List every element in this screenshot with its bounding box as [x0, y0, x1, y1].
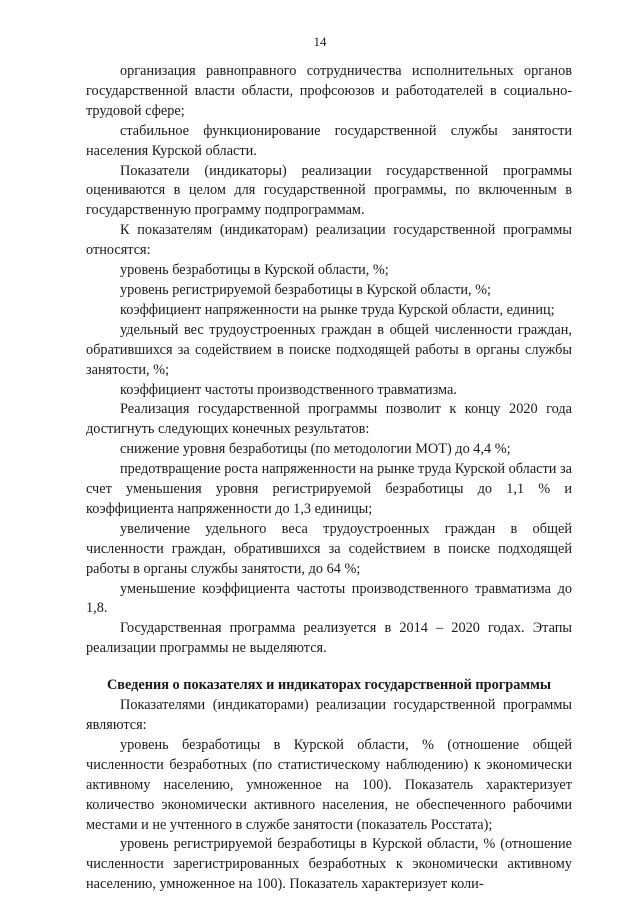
paragraph: Государственная программа реализуется в 2014 – 2020 годах. Этапы реализации программы не выделяются. — [86, 620, 572, 657]
paragraph: снижение уровня безработицы (по методологии МОТ) до 4,4 %; — [120, 441, 511, 458]
paragraph: стабильное функционирование государственной службы занятости населения Курской области. — [86, 122, 572, 159]
paragraph: уровень регистрируемой безработицы в Курской области, % (отношение численности зарегистрированных безработных к экономически активному населению, умноженное на 100). Показатель характеризует коли- — [86, 836, 572, 893]
paragraph: уровень безработицы в Курской области, %; — [120, 262, 389, 279]
section-heading: Сведения о показателях и индикаторах государственной программы — [106, 677, 552, 694]
paragraph: увеличение удельного веса трудоустроенных граждан в общей численности граждан, обратившихся за содействием в поиске подходящей работы в органы службы занятости, до 64 %; — [86, 520, 572, 577]
paragraph: организация равноправного сотрудничества исполнительных органов государственной власти области, профсоюзов и работодателей в социально-трудовой сфере; — [86, 63, 572, 119]
paragraph: удельный вес трудоустроенных граждан в общей численности граждан, обратившихся за содействием в поиске подходящей работы в органы службы занятости, %; — [86, 321, 572, 378]
page-number: 14 — [313, 34, 327, 49]
paragraph: коэффициент напряженности на рынке труда Курской области, единиц; — [120, 301, 555, 318]
document-body — [86, 62, 572, 895]
paragraph: уровень безработицы в Курской области, % (отношение общей численности безработных (по статистическому наблюдению) к экономически активному населению, умноженное на 100). Показатель характеризует количество экономически активного населения, не обеспеченного рабочими местами и не учтенного в службе занятости (показатель Росстата); — [86, 736, 572, 833]
paragraph: Реализация государственной программы позволит к концу 2020 года достигнуть следующих конечных результатов: — [86, 401, 572, 438]
paragraph: уменьшение коэффициента частоты производственного травматизма до 1,8. — [86, 580, 572, 617]
paragraph: уровень регистрируемой безработицы в Курской области, %; — [120, 281, 492, 298]
top-paragraphs — [86, 62, 572, 659]
paragraph: Показатели (индикаторы) реализации государственной программы оцениваются в целом для государственной программы, по включенным в государственную программу подпрограммам. — [86, 162, 572, 219]
paragraph: К показателям (индикаторам) реализации государственной программы относятся: — [86, 222, 572, 259]
paragraph: коэффициент частоты производственного травматизма. — [120, 381, 457, 398]
bottom-paragraphs — [86, 696, 572, 895]
paragraph: Показателями (индикаторами) реализации государственной программы являются: — [86, 697, 572, 733]
paragraph: предотвращение роста напряженности на рынке труда Курской области за счет уменьшения уровня регистрируемой безработицы до 1,1 % и коэффициента напряженности до 1,3 единицы; — [86, 461, 572, 517]
